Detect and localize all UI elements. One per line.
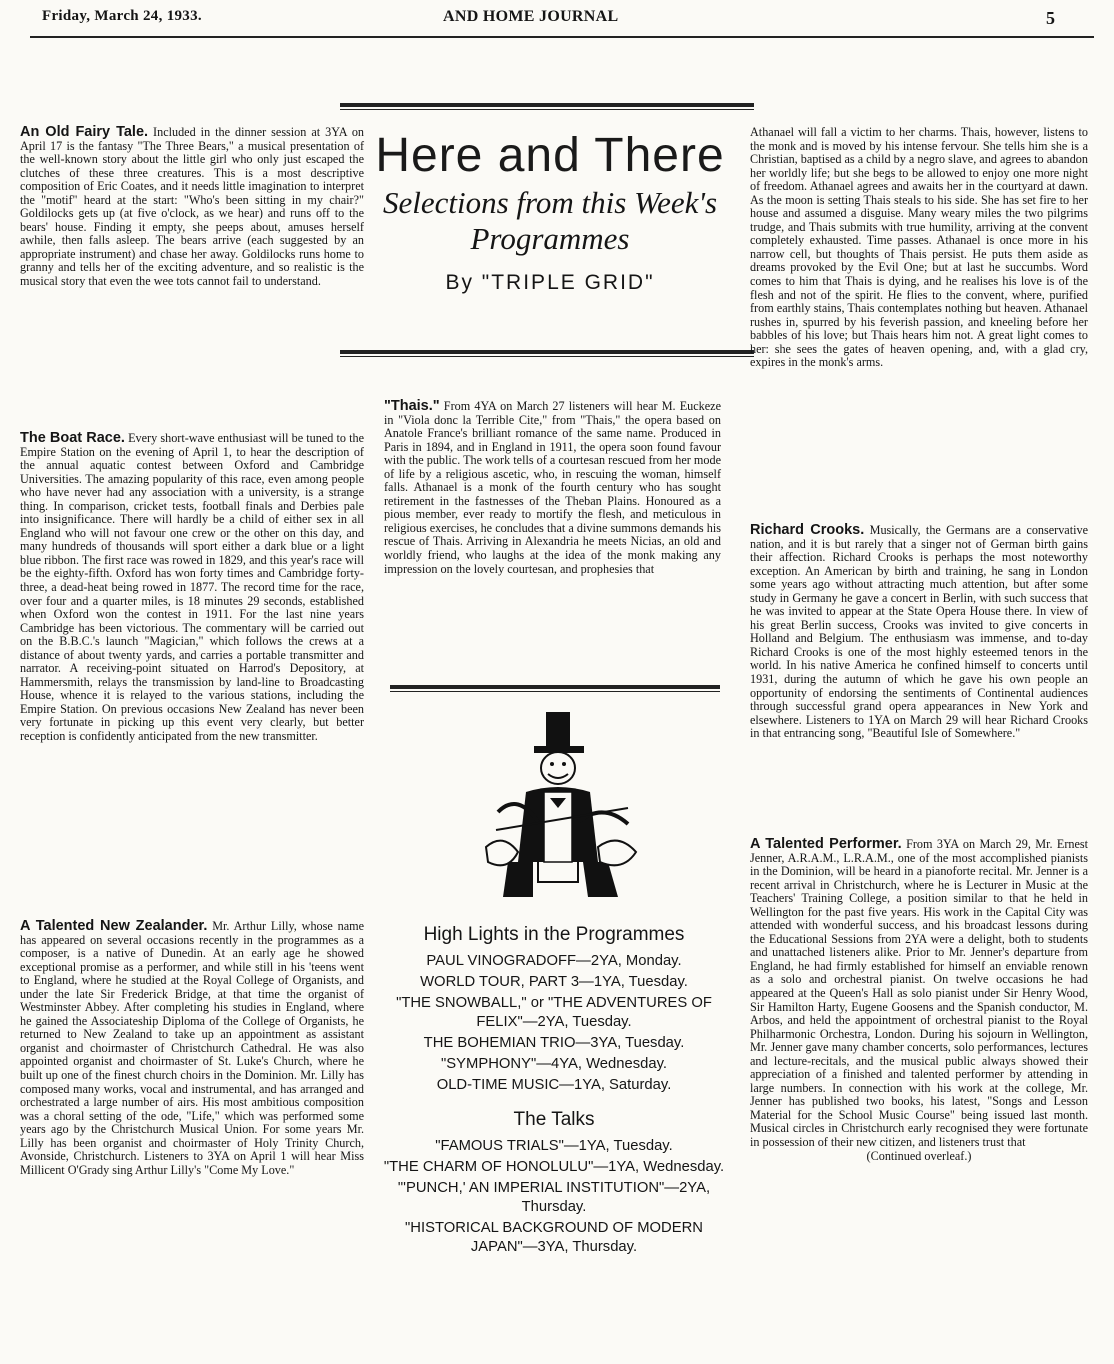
talk-item: "THE CHARM OF HONOLULU"—1YA, Wednesday. xyxy=(383,1159,725,1175)
highlight-item: WORLD TOUR, PART 3—1YA, Tuesday. xyxy=(420,974,688,990)
article-body: From 4YA on March 27 listeners will hear M. Euckeze in "Viola donc la Terrible Cite," from "Thais," the opera based on Anatole France's brilliant romance of the same name. Produced in Paris in 1894, and in England in 1911, the opera soon found favour with the public. The work tells of a courtesan rescued from her mode of life by a religious ascetic, who, in rescuing the woman, himself falls. Athanael is a monk of the fourth century who has sought retirement in the fastnesses of the Theban Plains. Honoured as a pious member, ever ready to mortify the flesh, and meticulous in religious exercises, he concludes that a divine summons demands his rescue of Thais. Arriving in Alexandria he meets Nicias, an old and worldly friend, who laughs at the idea of the monk making any impression on the lovely courtesan, and prophesies that xyxy=(384,399,721,576)
title-rule-top-thin xyxy=(340,109,754,110)
talks-heading: The Talks xyxy=(513,1109,595,1130)
article-heading: A Talented Performer. xyxy=(750,836,902,852)
article-heading: "Thais." xyxy=(384,398,440,414)
article-new-zealander xyxy=(20,920,364,1177)
highlight-item: "THE SNOWBALL," or "THE ADVENTURES OF FELIX"—2YA, Tuesday. xyxy=(396,995,712,1030)
journal-name: AND HOME JOURNAL xyxy=(443,8,619,25)
article-body: Every short-wave enthusiast will be tuned to the Empire Station on the evening of April 1, to hear the description of the annual aquatic contest between Oxford and Cambridge Universities. The amazing popularity of this race, even among people who have never had any association with a university, is a strange thing. In comparison, cricket tests, football finals and Derbies pale into insignificance. There will hardly be a child of either sex in all England who will not favour one crew or the other on this day, and many hundreds of thousands will sport either a dark blue or a light blue ribbon. The first race was rowed in 1829, and this year's race will be the eighty-fifth. Oxford has won forty times and Cambridge forty-three, a dead-heat being rowed in 1877. The record time for the race, over four and a quarter miles, is 18 minutes 29 seconds, established when Oxford won the contest in 1911. For the last nine years Cambridge has been victorious. The commentary will be carried out on the B.B.C.'s launch "Magician," which follows the crews at a distance of about twenty yards, and carries a portable transmitter and narrator. A receiving-point situated on Harrod's Depository, at Hammersmith, relays the transmission by land-line to Broadcasting House, whence it is relayed to the various stations, including the Empire Station. On previous occasions New Zealand has never been very fortunate in picking up this event very clearly, but better reception is confidently anticipated from the new transmitter. xyxy=(20,431,365,744)
article-crooks xyxy=(750,524,1088,741)
article-heading: A Talented New Zealander. xyxy=(20,918,208,934)
program-highlights xyxy=(380,924,728,1259)
feature-byline: By "TRIPLE GRID" xyxy=(445,271,655,294)
talk-item: "HISTORICAL BACKGROUND OF MODERN JAPAN"—3YA, Thursday. xyxy=(405,1220,703,1255)
violinist-illustration-icon xyxy=(478,712,643,907)
highlights-heading: High Lights in the Programmes xyxy=(423,924,685,945)
issue-date: Friday, March 24, 1933. xyxy=(42,8,202,24)
page-number: 5 xyxy=(1046,8,1056,28)
article-thais xyxy=(384,400,721,576)
article-fairy-tale xyxy=(20,126,364,289)
article-body: Musically, the Germans are a conservative nation, and it is but rarely that a singer not of German birth gains their affection. Richard Crooks is perhaps the most noteworthy exception. An American by birth and training, he sang in London some years ago without attracting much attention, but after some study in Germany he gave a concert in Berlin, with such success that he was invited to appear at the State Opera House there. In view of his great Berlin success, Crooks was invited to give concerts in Holland and Belgium. The enthusiasm was immense, and to-day Richard Crooks is one of the most highly esteemed tenors in the world. In his native America he confined himself to concerts until 1931, during the autumn of which he gave his own people an opportunity of endorsing the sentiments of Continental audiences through successful grand opera appearances in New York and elsewhere. Listeners to 1YA on March 29 will hear Richard Crooks in that entrancing song, "Beautiful Isle of Somewhere." xyxy=(750,523,1088,741)
feature-title-block xyxy=(330,128,770,295)
article-heading: An Old Fairy Tale. xyxy=(20,124,149,140)
highlight-item: PAUL VINOGRADOFF—2YA, Monday. xyxy=(426,953,682,969)
article-heading: Richard Crooks. xyxy=(750,522,865,538)
highlight-item: THE BOHEMIAN TRIO—3YA, Tuesday. xyxy=(423,1035,685,1051)
header-rule xyxy=(30,36,1094,38)
article-boat-race xyxy=(20,432,364,744)
highlight-item: OLD-TIME MUSIC—1YA, Saturday. xyxy=(436,1077,672,1093)
article-thais-continued xyxy=(750,126,1088,370)
title-rule-bottom-thin xyxy=(340,356,754,357)
feature-title: Here and There xyxy=(375,129,725,182)
highlight-item: "SYMPHONY"—4YA, Wednesday. xyxy=(441,1056,667,1072)
article-body: Athanael will fall a victim to her charms. Thais, however, listens to the monk and is moved by his intense fervour. She tells him she is a Christian, baptised as a child by a negro slave, and agrees to abandon her worldly life; but she begs to be allowed to enjoy one more night of freedom. Athanael agrees and awaits her in the courtyard at dawn. As the moon is setting Thais steals to his side. She has set fire to her house and assumed a disguise. Many weary miles the two pilgrims trudge, and Thais submits with true humility, arriving at the convent completely exhausted. Time passes. Athanael is once more in his narrow cell, but thoughts of Thais persist. He puts them aside as dreams provoked by the Evil One; but at last he succumbs. Word comes to him that Thais is dying, and he realises his love is of the flesh and not of the spirit. He flies to the convent, where, purified from earthly stains, Thais contemplates nothing but heaven. Athanael rushes in, spurred by his feverish passion, and kneeling before her babbles of his love; but Thais hears him not. A great light comes to her: she sees the gates of heaven opening, and, with a glad cry, expires in the monk's arms. xyxy=(750,125,1088,370)
continued-note: (Continued overleaf.) xyxy=(866,1148,972,1163)
talk-item: "'PUNCH,' AN IMPERIAL INSTITUTION"—2YA, Thursday. xyxy=(397,1180,711,1215)
divider-rule-thin xyxy=(390,691,720,692)
talk-item: "FAMOUS TRIALS"—1YA, Tuesday. xyxy=(435,1138,673,1154)
article-heading: The Boat Race. xyxy=(20,430,125,446)
title-rule-bottom xyxy=(340,350,754,354)
feature-subtitle: Selections from this Week's Programmes xyxy=(382,185,718,256)
title-rule-top xyxy=(340,103,754,107)
article-performer xyxy=(750,838,1088,1163)
article-body: Mr. Arthur Lilly, whose name has appeared on several occasions recently in the programmes as a composer, is a native of Dunedin. At an early age he showed exceptional promise as a performer, and while still in his 'teens went to England, where he studied at the Royal College of Organists, and under the late Sir Frederick Bridge, at that time the organist of Westminster Abbey. After completing his studies in England, where he gained the Associateship Diploma of the College of Organists, he returned to New Zealand to take up an appointment as assistant organist and choirmaster of Christchurch Cathedral. He was also appointed organist and choirmaster of St. Luke's Church, where he built up one of the finest church choirs in the Dominion. Mr. Lilly has composed many works, vocal and instrumental, and has arranged and orchestrated a large number of airs. His most ambitious composition was a choral setting of the ode, "Life," which was performed some years ago by the Christchurch Musical Union. For some years Mr. Lilly has been organist and choirmaster of Holy Trinity Church, Avonside, Christchurch. Listeners to 3YA on April 1 will hear Miss Millicent O'Grady sing Arthur Lilly's "Come My Love." xyxy=(20,919,365,1177)
article-body: Included in the dinner session at 3YA on April 17 is the fantasy "The Three Bears," a musical presentation of the well-known story about the little girl who only just escaped the clutches of these three creatures. This is a most descriptive composition of Eric Coates, and it needs little imagination to interpret the "motif" heard at the start: "Who's been sitting in my chair?" Goldilocks gets up (at five o'clock, as we hear) and runs off to the bears' house. Finding it empty, she peeps about, amuses herself awhile, then falls asleep. The bears arrive (each suggested by an appropriate instrument) and chase her away. Goldilocks runs home to granny and tells her of the exciting adventure, and so realistic is the musical story that even the wee tots cannot fail to understand. xyxy=(20,125,365,289)
article-body: From 3YA on March 29, Mr. Ernest Jenner, A.R.A.M., L.R.A.M., one of the most accomplished pianists in the Dominion, will be heard in a pianoforte recital. Mr. Jenner is a recent arrival in Christchurch, where he is Lecturer in Music at the Teachers' Training College, a position similar to that he held in Wellington for the past five years. His work in the Capital City was attended with wonderful success, and his broadcast lessons during the Educational Sessions from 2YA were a delight, both to students and unattached listeners alike. Prior to Mr. Jenner's departure from England, he had firmly established for himself an enviable renown as a solo and orchestral pianist. On twelve occasions he had appeared at the Queen's Hall as solo pianist under Sir Henry Wood, Sir Hamilton Harty, Eugene Goosens and the Spanish conductor, M. Arbos, and held the appointment of orchestral pianist to the Royal Philharmonic Orchestra, London. During his sojourn in Wellington, Mr. Jenner gave many chamber concerts, solo performances, lectures and lecture-recitals, and the musical public always showed their appreciation of a finished and talented performer by attending in large numbers. In connection with his work at the college, Mr. Jenner has published two books, his latest, "Songs and Lesson Material for the School Music Course" being issued last month. Musical circles in Christchurch early recognised they were fortunate in possession of their new citizen, and listeners trust that xyxy=(750,837,1089,1150)
divider-rule xyxy=(390,685,720,689)
